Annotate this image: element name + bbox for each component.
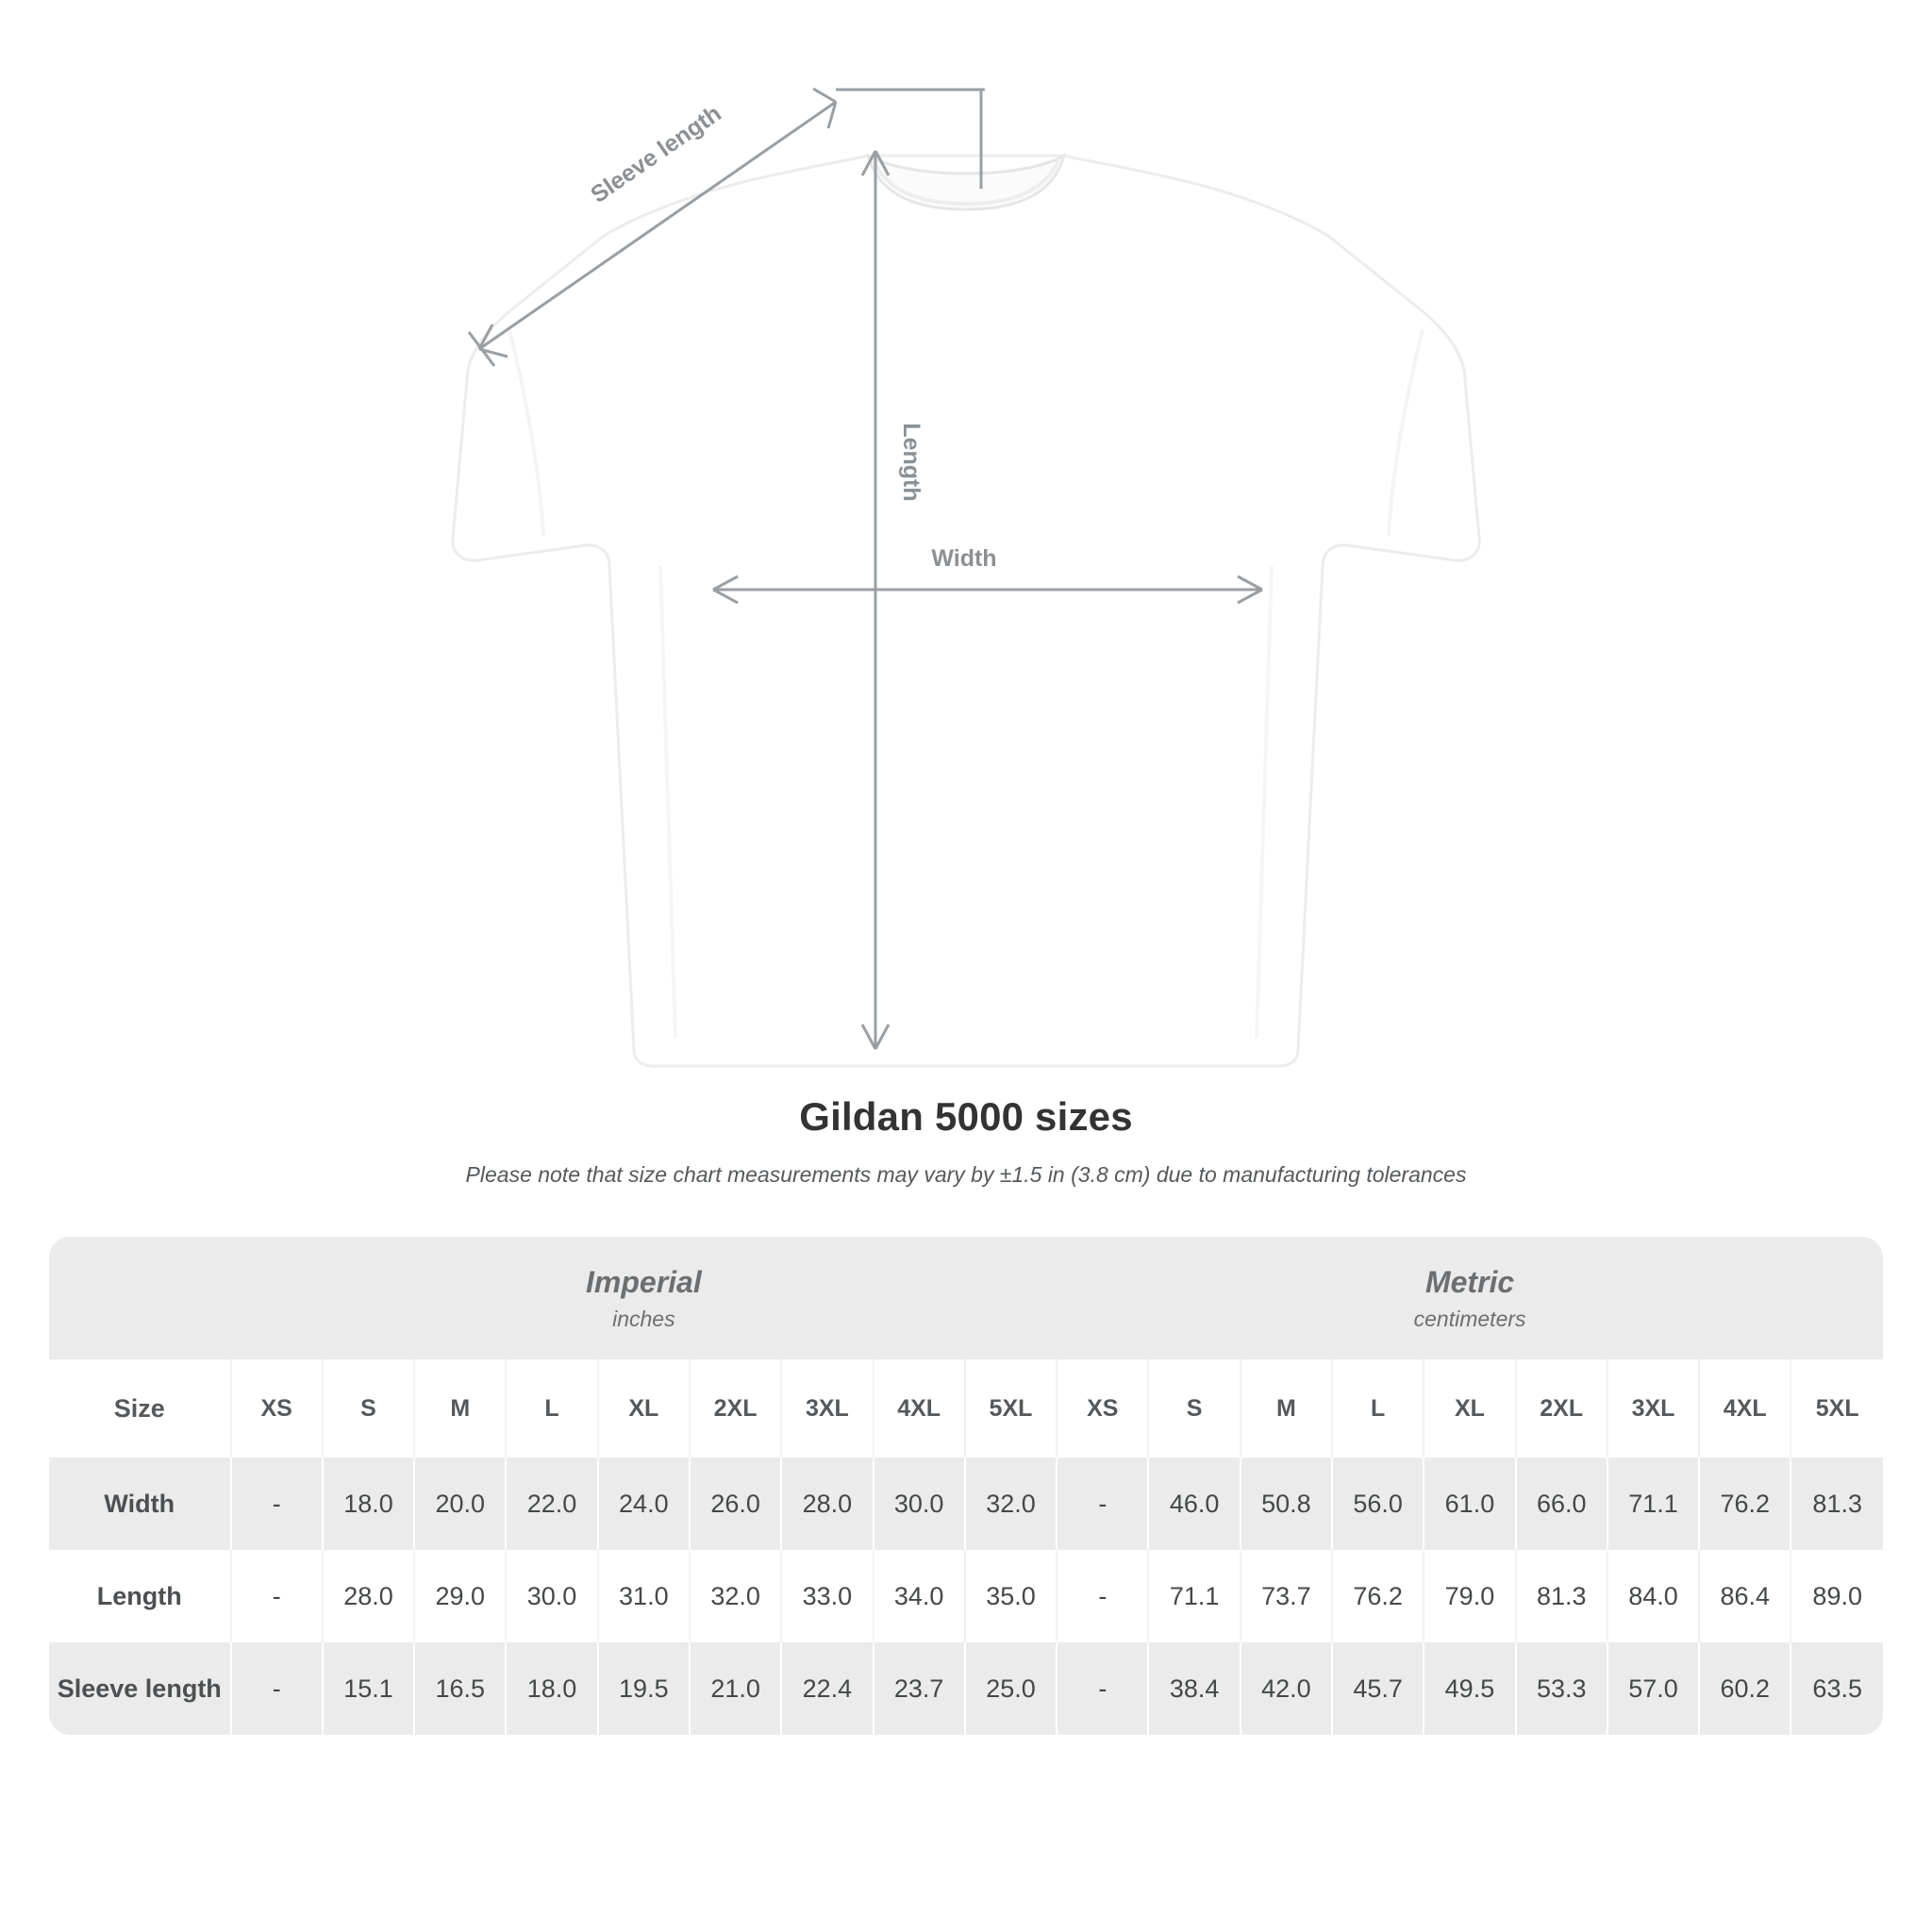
- sleeve-length-label: Sleeve length: [586, 100, 726, 208]
- cell-sleeve-metric-xl: 49.5: [1424, 1642, 1515, 1735]
- cell-length-metric-5xl: 89.0: [1790, 1550, 1883, 1642]
- size-table-wrap: [49, 1237, 1883, 1735]
- cell-length-imperial-5xl: 35.0: [965, 1550, 1057, 1642]
- size-table: [49, 1237, 1883, 1735]
- size-header-imperial-xl: XL: [598, 1359, 690, 1457]
- size-header-label: Size: [49, 1359, 231, 1457]
- cell-sleeve-metric-4xl: 60.2: [1699, 1642, 1790, 1735]
- size-header-imperial-m: M: [414, 1359, 506, 1457]
- cell-width-metric-s: 46.0: [1148, 1457, 1240, 1550]
- cell-sleeve-imperial-l: 18.0: [506, 1642, 597, 1735]
- cell-width-metric-2xl: 66.0: [1516, 1457, 1607, 1550]
- cell-length-metric-m: 73.7: [1241, 1550, 1332, 1642]
- size-header-metric-5xl: 5XL: [1790, 1359, 1883, 1457]
- width-label: Width: [931, 545, 997, 572]
- cell-width-imperial-4xl: 30.0: [874, 1457, 965, 1550]
- length-label: Length: [898, 423, 924, 502]
- cell-length-imperial-2xl: 32.0: [690, 1550, 781, 1642]
- cell-sleeve-imperial-4xl: 23.7: [874, 1642, 965, 1735]
- row-label-length: Length: [49, 1550, 231, 1642]
- unit-sub-imperial: inches: [612, 1306, 675, 1331]
- cell-width-imperial-m: 20.0: [414, 1457, 506, 1550]
- table-row: [49, 1550, 1883, 1642]
- size-header-metric-m: M: [1241, 1359, 1332, 1457]
- cell-sleeve-metric-5xl: 63.5: [1790, 1642, 1883, 1735]
- cell-width-imperial-l: 22.0: [506, 1457, 597, 1550]
- cell-length-imperial-xl: 31.0: [598, 1550, 690, 1642]
- size-header-metric-3xl: 3XL: [1607, 1359, 1699, 1457]
- cell-sleeve-metric-3xl: 57.0: [1607, 1642, 1699, 1735]
- size-header-imperial-5xl: 5XL: [965, 1359, 1057, 1457]
- cell-length-metric-xl: 79.0: [1424, 1550, 1515, 1642]
- cell-width-imperial-3xl: 28.0: [781, 1457, 873, 1550]
- cell-length-imperial-m: 29.0: [414, 1550, 506, 1642]
- cell-sleeve-imperial-xl: 19.5: [598, 1642, 690, 1735]
- cell-width-imperial-5xl: 32.0: [965, 1457, 1057, 1550]
- size-header-imperial-2xl: 2XL: [690, 1359, 781, 1457]
- size-header-metric-xs: XS: [1057, 1359, 1148, 1457]
- tshirt-shape: [453, 156, 1479, 1066]
- cell-width-metric-xs: -: [1057, 1457, 1148, 1550]
- cell-width-metric-m: 50.8: [1241, 1457, 1332, 1550]
- cell-width-metric-5xl: 81.3: [1790, 1457, 1883, 1550]
- size-header-metric-4xl: 4XL: [1699, 1359, 1790, 1457]
- cell-sleeve-metric-xs: -: [1057, 1642, 1148, 1735]
- cell-sleeve-imperial-xs: -: [231, 1642, 323, 1735]
- row-label-sleeve-length: Sleeve length: [49, 1642, 231, 1735]
- cell-sleeve-metric-l: 45.7: [1332, 1642, 1424, 1735]
- cell-sleeve-metric-2xl: 53.3: [1516, 1642, 1607, 1735]
- unit-group-row: [49, 1237, 1883, 1359]
- unit-group-imperial: [231, 1237, 1058, 1359]
- cell-length-imperial-3xl: 33.0: [781, 1550, 873, 1642]
- cell-width-imperial-s: 18.0: [323, 1457, 414, 1550]
- table-row: [49, 1457, 1883, 1550]
- size-header-metric-l: L: [1332, 1359, 1424, 1457]
- cell-sleeve-metric-s: 38.4: [1148, 1642, 1240, 1735]
- page-title: Gildan 5000 sizes: [799, 1094, 1133, 1139]
- cell-length-imperial-s: 28.0: [323, 1550, 414, 1642]
- size-header-imperial-4xl: 4XL: [874, 1359, 965, 1457]
- cell-length-metric-3xl: 84.0: [1607, 1550, 1699, 1642]
- cell-sleeve-imperial-2xl: 21.0: [690, 1642, 781, 1735]
- table-row: [49, 1642, 1883, 1735]
- cell-length-metric-s: 71.1: [1148, 1550, 1240, 1642]
- size-header-imperial-xs: XS: [231, 1359, 323, 1457]
- tolerance-note: Please note that size chart measurements may vary by ±1.5 in (3.8 cm) due to manufacturing tolerances: [465, 1162, 1467, 1187]
- cell-width-metric-l: 56.0: [1332, 1457, 1424, 1550]
- size-header-metric-s: S: [1148, 1359, 1240, 1457]
- unit-name-imperial: Imperial: [586, 1265, 702, 1300]
- cell-length-imperial-l: 30.0: [506, 1550, 597, 1642]
- cell-length-imperial-4xl: 34.0: [874, 1550, 965, 1642]
- cell-width-metric-4xl: 76.2: [1699, 1457, 1790, 1550]
- unit-name-metric: Metric: [1424, 1265, 1515, 1300]
- row-label-width: Width: [49, 1457, 231, 1550]
- cell-width-metric-xl: 61.0: [1424, 1457, 1515, 1550]
- unit-corner-left: [49, 1237, 231, 1359]
- cell-width-metric-3xl: 71.1: [1607, 1457, 1699, 1550]
- cell-sleeve-imperial-s: 15.1: [323, 1642, 414, 1735]
- cell-length-metric-2xl: 81.3: [1516, 1550, 1607, 1642]
- cell-width-imperial-xs: -: [231, 1457, 323, 1550]
- size-header-metric-xl: XL: [1424, 1359, 1515, 1457]
- cell-sleeve-imperial-5xl: 25.0: [965, 1642, 1057, 1735]
- size-header-imperial-3xl: 3XL: [781, 1359, 873, 1457]
- size-header-row: [49, 1359, 1883, 1457]
- size-header-metric-2xl: 2XL: [1516, 1359, 1607, 1457]
- cell-length-metric-4xl: 86.4: [1699, 1550, 1790, 1642]
- cell-sleeve-metric-m: 42.0: [1241, 1642, 1332, 1735]
- cell-length-imperial-xs: -: [231, 1550, 323, 1642]
- cell-width-imperial-2xl: 26.0: [690, 1457, 781, 1550]
- unit-sub-metric: centimeters: [1413, 1306, 1526, 1331]
- cell-length-metric-l: 76.2: [1332, 1550, 1424, 1642]
- cell-width-imperial-xl: 24.0: [598, 1457, 690, 1550]
- unit-group-metric: [1057, 1237, 1883, 1359]
- cell-sleeve-imperial-m: 16.5: [414, 1642, 506, 1735]
- size-header-imperial-s: S: [323, 1359, 414, 1457]
- cell-length-metric-xs: -: [1057, 1550, 1148, 1642]
- size-header-imperial-l: L: [506, 1359, 597, 1457]
- cell-sleeve-imperial-3xl: 22.4: [781, 1642, 873, 1735]
